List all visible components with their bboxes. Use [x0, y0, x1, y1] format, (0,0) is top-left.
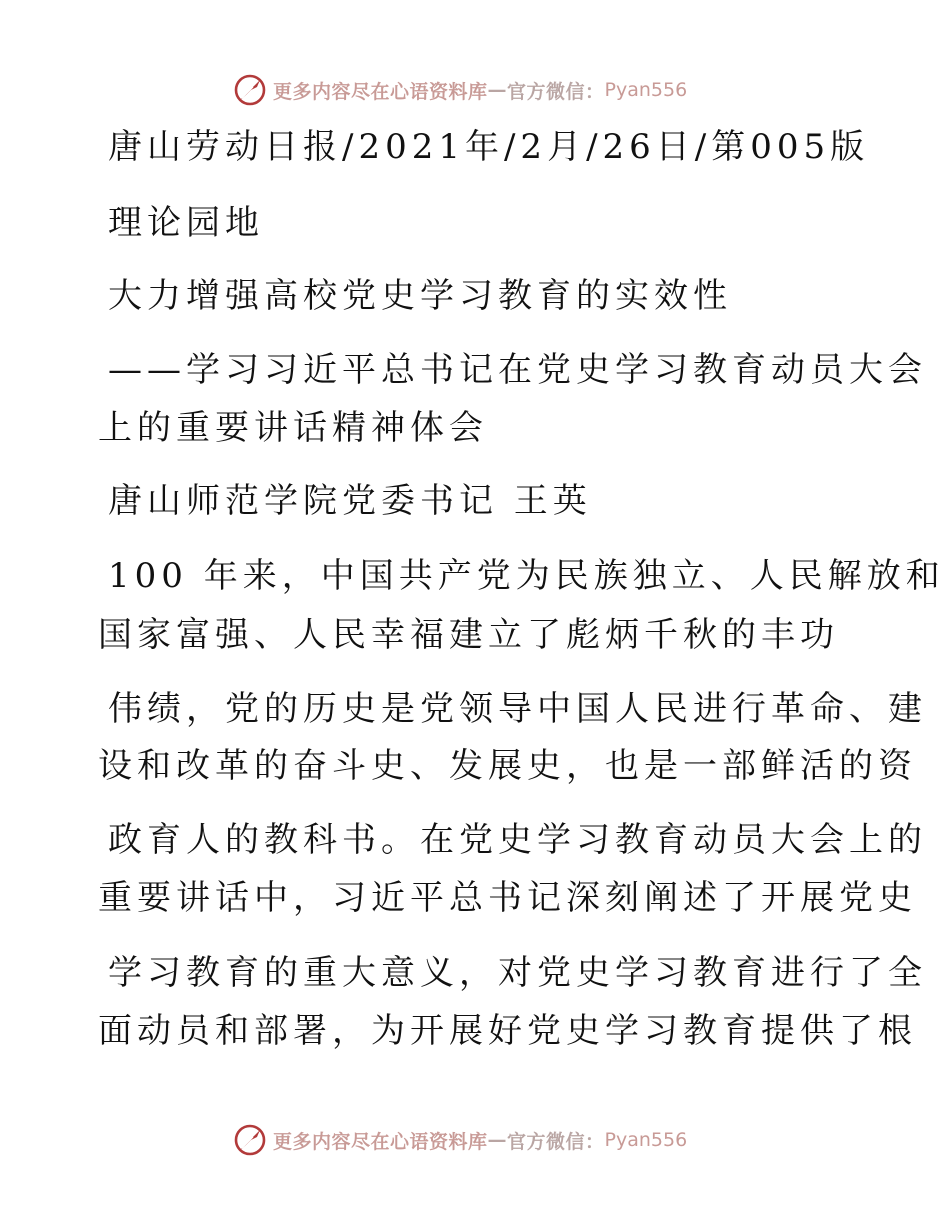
watermark-main-text: 更多内容尽在心语资料库	[273, 80, 488, 103]
body-line: 伟绩，党的历史是党领导中国人民进行革命、建	[108, 689, 927, 729]
meta-line: 唐山劳动日报/2021年/2月/26日/第005版	[108, 127, 870, 167]
article-subtitle-line-1: ——学习习近平总书记在党史学习教育动员大会	[108, 350, 927, 390]
watermark-separator: —	[487, 79, 508, 101]
body-line: 设和改革的奋斗史、发展史，也是一部鲜活的资	[98, 746, 917, 786]
body-line: 国家富强、人民幸福建立了彪炳千秋的丰功	[98, 615, 839, 655]
body-line: 学习教育的重大意义，对党史学习教育进行了全	[108, 953, 927, 993]
body-line: 重要讲话中，习近平总书记深刻阐述了开展党史	[98, 878, 917, 918]
watermark-wechat-label: 官方微信：	[507, 1130, 605, 1153]
body-line: 100 年来，中国共产党为民族独立、人民解放和	[108, 556, 945, 596]
author-line: 唐山师范学院党委书记 王英	[108, 481, 592, 521]
watermark-wechat-id: Pyan556	[604, 1129, 688, 1151]
quill-logo-icon	[233, 73, 267, 107]
watermark-wechat-label: 官方微信：	[507, 80, 605, 103]
watermark-wechat-id: Pyan556	[604, 79, 688, 101]
article-title: 大力增强高校党史学习教育的实效性	[108, 276, 732, 316]
watermark-header	[233, 72, 687, 108]
body-line: 面动员和部署，为开展好党史学习教育提供了根	[98, 1011, 917, 1051]
watermark-main-text: 更多内容尽在心语资料库	[273, 1130, 488, 1153]
article-subtitle-line-2: 上的重要讲话精神体会	[98, 408, 488, 448]
watermark-footer	[233, 1122, 687, 1158]
body-line: 政育人的教科书。在党史学习教育动员大会上的	[108, 820, 927, 860]
column-name: 理论园地	[108, 203, 264, 243]
quill-logo-icon	[233, 1123, 267, 1157]
watermark-separator: —	[487, 1129, 508, 1151]
